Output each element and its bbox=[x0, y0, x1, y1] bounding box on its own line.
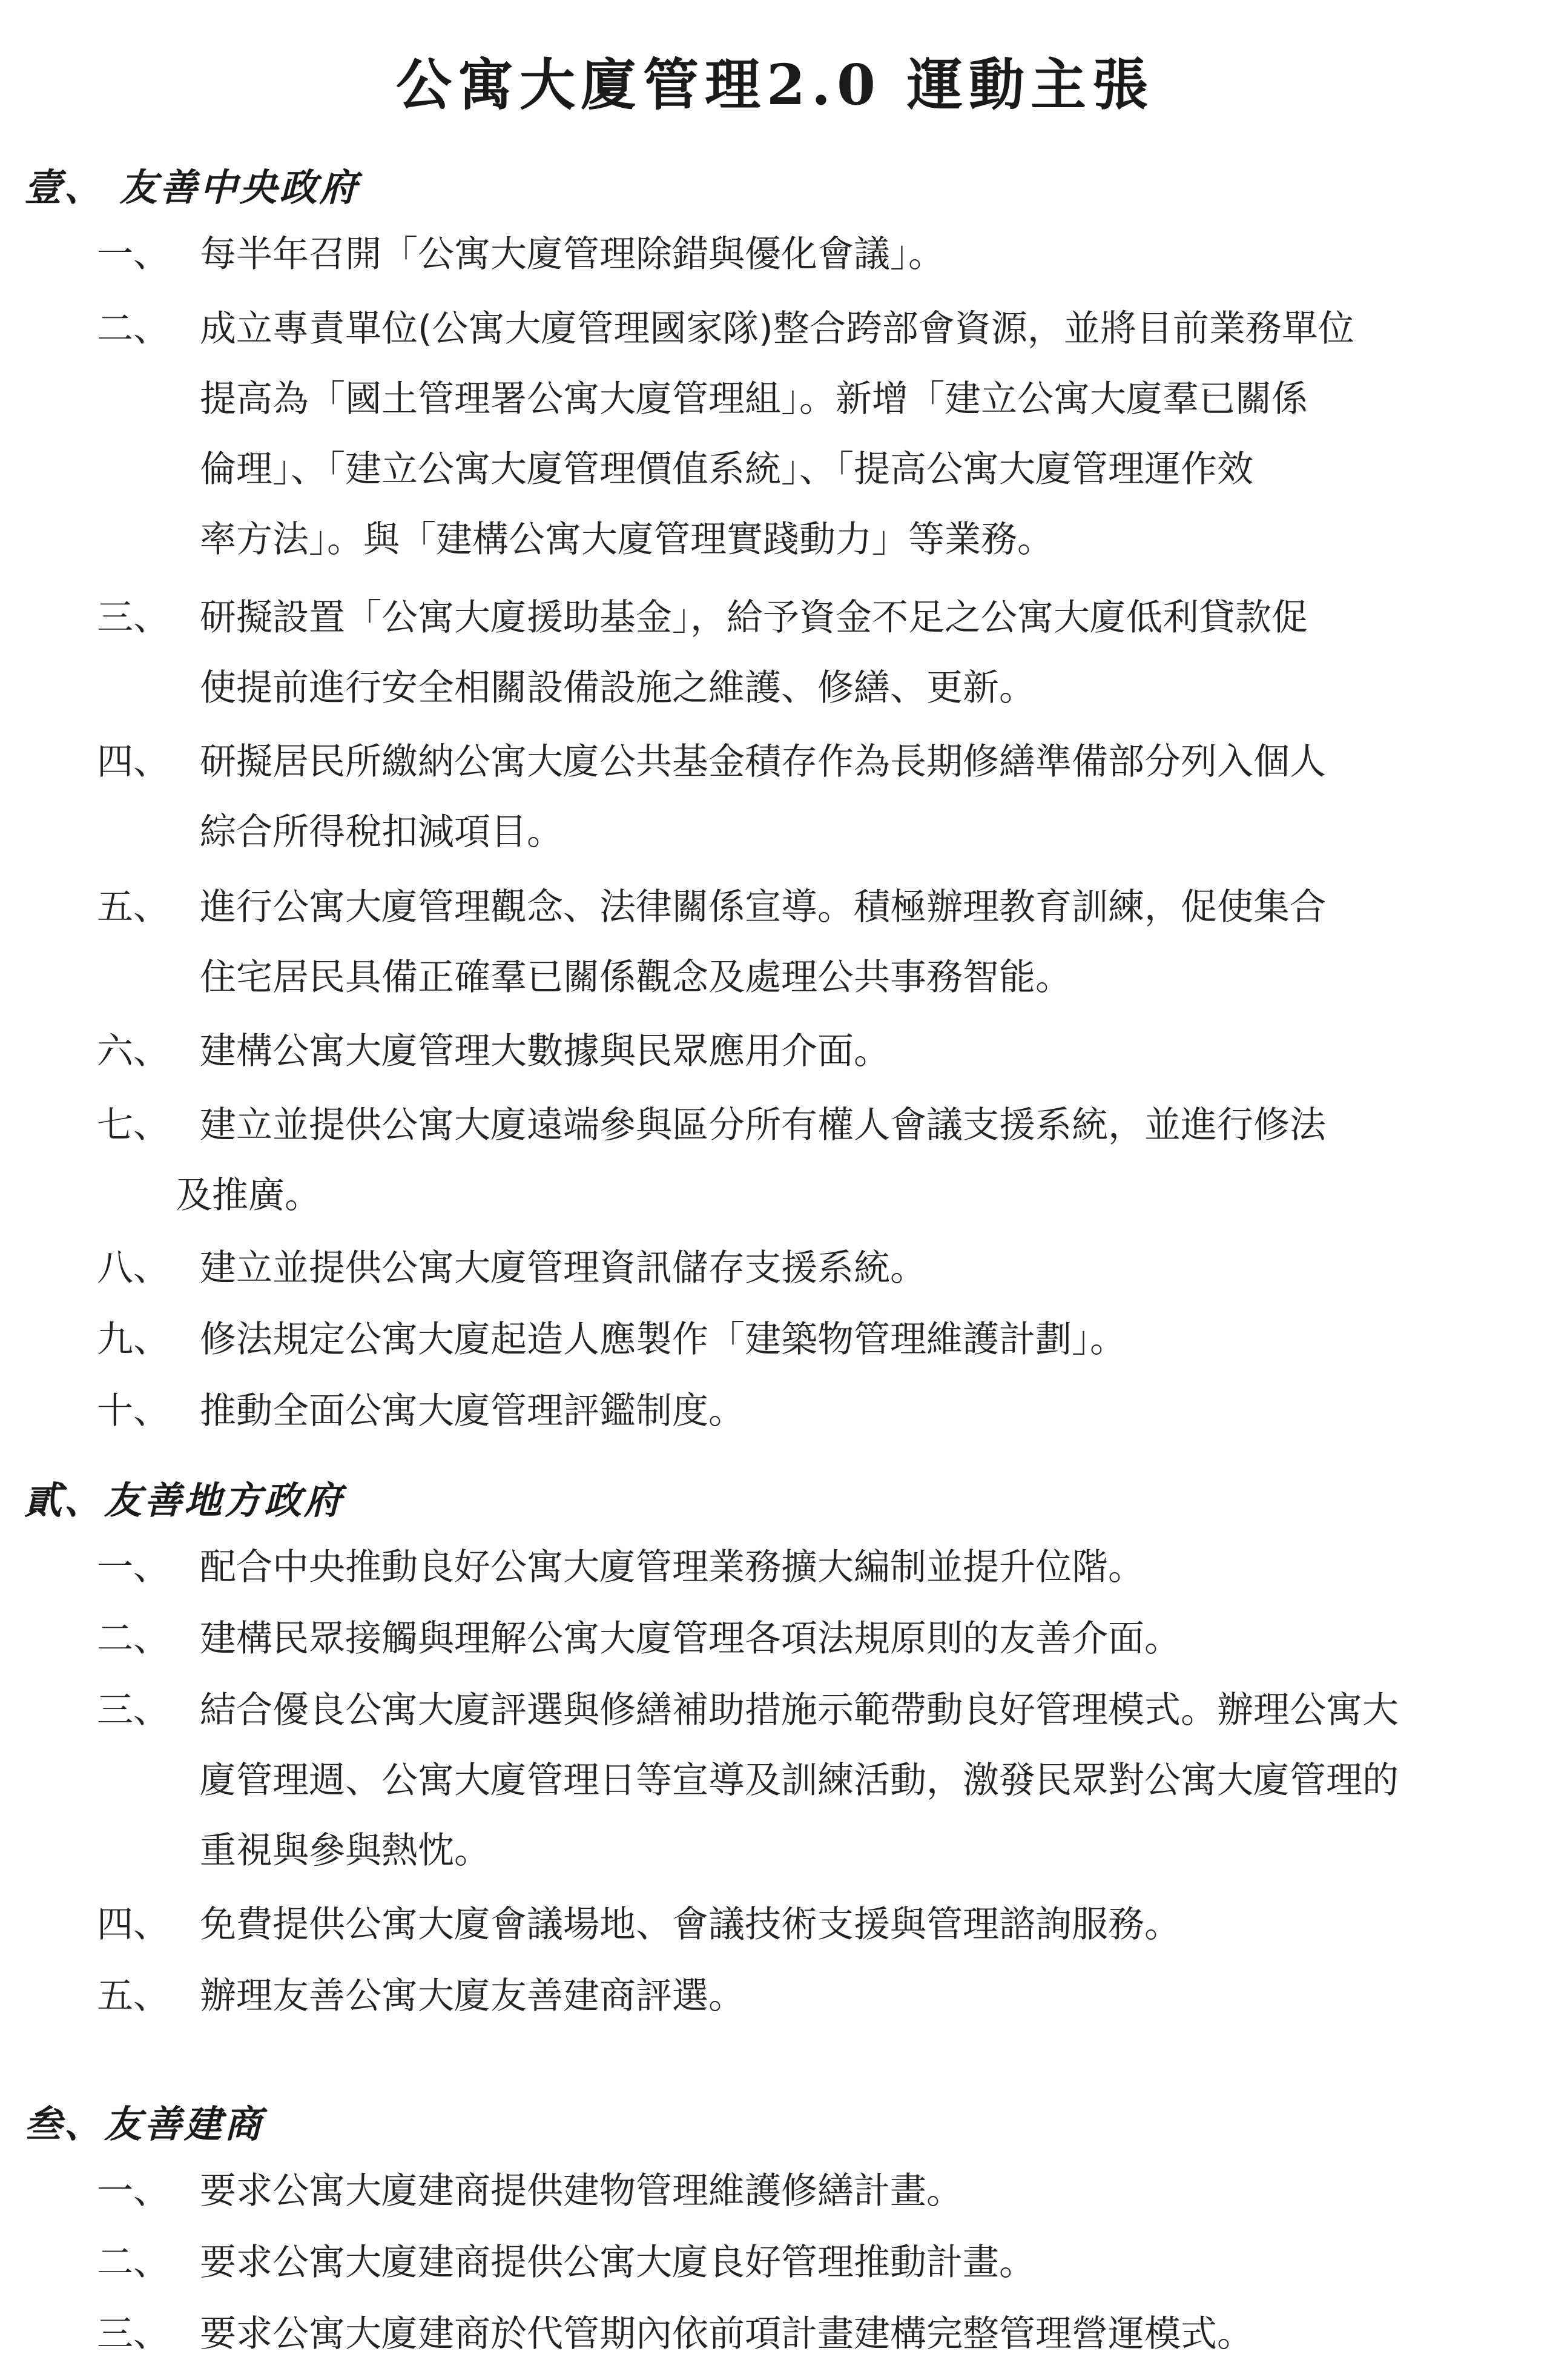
item-text bbox=[200, 1304, 1532, 1375]
item-text bbox=[200, 1016, 1532, 1086]
item-number: 十、 bbox=[97, 1390, 170, 1432]
item-text bbox=[200, 1532, 1532, 1602]
text-line: 進行公寓大廈管理觀念、法律關係宣導。積極辦理教育訓練，促使集合 bbox=[200, 886, 1326, 928]
item-number: 三、 bbox=[97, 1689, 170, 1731]
item-text bbox=[200, 1889, 1532, 1960]
text-line: 結合優良公寓大廈評選與修繕補助措施示範帶動良好管理模式。辦理公寓大 bbox=[200, 1689, 1399, 1731]
item-text bbox=[176, 1090, 1532, 1231]
text-line: 綜合所得稅扣減項目。 bbox=[200, 811, 563, 853]
text-line: 提高為「國土管理署公寓大廈管理組」。新增「建立公寓大廈羣已關係 bbox=[200, 378, 1308, 420]
text-line: 辦理友善公寓大廈友善建商評選。 bbox=[200, 1975, 745, 2017]
text-line: 倫理」、「建立公寓大廈管理價值系統」、「提高公寓大廈管理運作效 bbox=[200, 448, 1253, 491]
text-line: 建構民眾接觸與理解公寓大廈管理各項法規原則的友善介面。 bbox=[200, 1618, 1181, 1660]
page-title: 公寓大廈管理2.0 運動主張 bbox=[395, 52, 1155, 117]
item-number: 二、 bbox=[97, 1618, 170, 1660]
item-text bbox=[200, 2299, 1532, 2369]
item-text bbox=[200, 219, 1532, 289]
item-number: 三、 bbox=[97, 597, 170, 639]
text-line: 推動全面公寓大廈管理評鑑制度。 bbox=[200, 1390, 745, 1432]
text-line: 要求公寓大廈建商提供公寓大廈良好管理推動計畫。 bbox=[200, 2241, 1035, 2284]
text-line: 配合中央推動良好公寓大廈管理業務擴大編制並提升位階。 bbox=[200, 1546, 1144, 1588]
item-number: 四、 bbox=[97, 1903, 170, 1946]
item-text bbox=[200, 583, 1532, 723]
item-number: 六、 bbox=[97, 1030, 170, 1073]
text-line: 免費提供公寓大廈會議場地、會議技術支援與管理諮詢服務。 bbox=[200, 1903, 1181, 1946]
section-heading: 叁、友善建商 bbox=[24, 2102, 265, 2146]
text-line: 建構公寓大廈管理大數據與民眾應用介面。 bbox=[200, 1030, 890, 1073]
item-number: 五、 bbox=[97, 886, 170, 928]
item-text bbox=[200, 1675, 1532, 1886]
item-text bbox=[200, 1376, 1532, 1446]
text-line: 廈管理週、公寓大廈管理日等宣導及訓練活動，激發民眾對公寓大廈管理的 bbox=[200, 1759, 1399, 1802]
text-line: 率方法」。與「建構公寓大廈管理實踐動力」等業務。 bbox=[200, 518, 1054, 561]
item-text bbox=[200, 294, 1532, 575]
text-line: 每半年召開「公寓大廈管理除錯與優化會議」。 bbox=[200, 233, 945, 276]
item-text bbox=[200, 872, 1532, 1013]
item-number: 三、 bbox=[97, 2313, 170, 2355]
section-heading: 貳、友善地方政府 bbox=[24, 1478, 345, 1522]
text-line: 要求公寓大廈建商於代管期內依前項計畫建構完整管理營運模式。 bbox=[200, 2313, 1253, 2355]
item-text bbox=[200, 727, 1532, 867]
text-line: 建立並提供公寓大廈遠端參與區分所有權人會議支援系統，並進行修法 bbox=[200, 1104, 1326, 1146]
text-line: 研擬居民所繳納公寓大廈公共基金積存作為長期修繕準備部分列入個人 bbox=[200, 741, 1326, 783]
text-line: 建立並提供公寓大廈管理資訊儲存支援系統。 bbox=[200, 1247, 926, 1289]
item-number: 一、 bbox=[97, 2170, 170, 2212]
item-number: 二、 bbox=[97, 2241, 170, 2284]
item-number: 七、 bbox=[97, 1104, 170, 1146]
text-line: 要求公寓大廈建商提供建物管理維護修繕計畫。 bbox=[200, 2170, 963, 2212]
text-line: 使提前進行安全相關設備設施之維護、修繕、更新。 bbox=[200, 667, 1035, 709]
item-number: 五、 bbox=[97, 1975, 170, 2017]
item-text bbox=[200, 1604, 1532, 1674]
item-number: 一、 bbox=[97, 233, 170, 276]
text-line: 及推廣。 bbox=[176, 1174, 321, 1217]
item-number: 二、 bbox=[97, 308, 170, 350]
section-heading: 壹、 友善中央政府 bbox=[24, 165, 360, 210]
item-text bbox=[200, 1961, 1532, 2031]
item-text bbox=[200, 1233, 1532, 1303]
item-text bbox=[200, 2156, 1532, 2226]
text-line: 成立專責單位(公寓大廈管理國家隊)整合跨部會資源，並將目前業務單位 bbox=[200, 308, 1354, 350]
text-line: 研擬設置「公寓大廈援助基金」，給予資金不足之公寓大廈低利貸款促 bbox=[200, 597, 1308, 639]
text-line: 重視與參與熱忱。 bbox=[200, 1830, 490, 1872]
item-number: 九、 bbox=[97, 1318, 170, 1361]
text-line: 住宅居民具備正確羣已關係觀念及處理公共事務智能。 bbox=[200, 956, 1072, 999]
text-line: 修法規定公寓大廈起造人應製作「建築物管理維護計劃」。 bbox=[200, 1318, 1126, 1361]
item-number: 四、 bbox=[97, 741, 170, 783]
item-text bbox=[200, 2227, 1532, 2298]
item-number: 一、 bbox=[97, 1546, 170, 1588]
item-number: 八、 bbox=[97, 1247, 170, 1289]
